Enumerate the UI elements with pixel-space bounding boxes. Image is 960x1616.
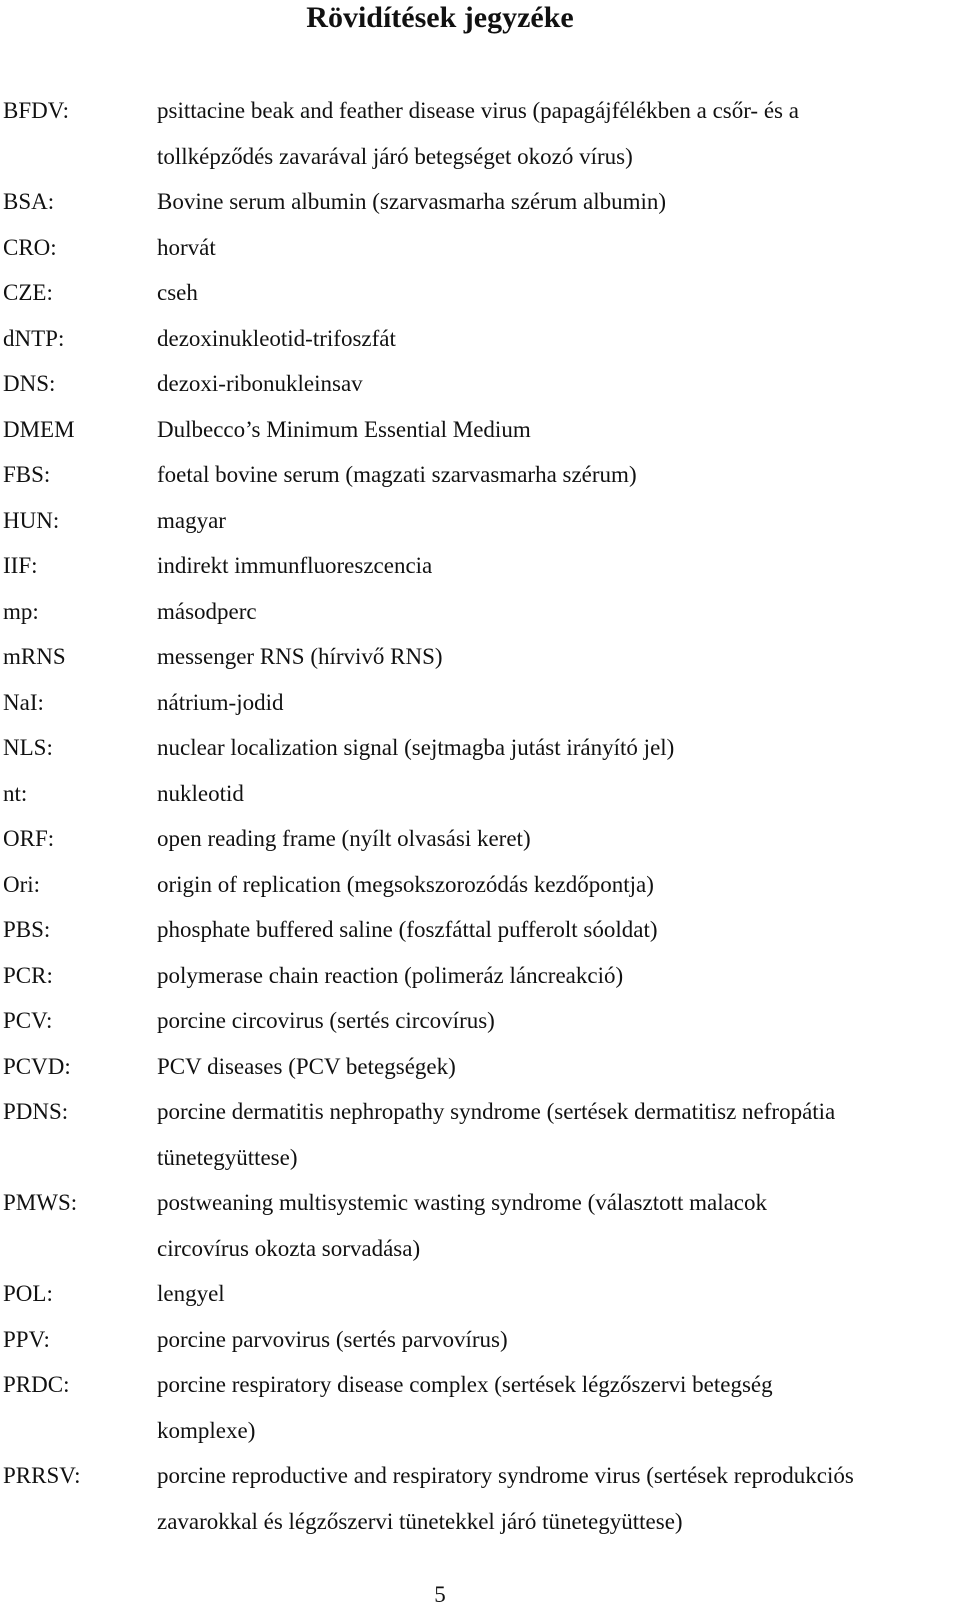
abbreviation-entry [0,634,960,680]
abbreviation-term: nt: [3,780,28,806]
abbreviation-entry [0,680,960,726]
abbreviation-definition [157,498,957,544]
abbreviation-definition [157,998,957,1044]
abbreviation-definition [157,452,957,498]
abbreviation-definition [157,225,957,271]
abbreviation-entry [0,998,960,1044]
abbreviation-definition [157,589,957,635]
definition-line: messenger RNS (hírvivő RNS) [157,644,443,669]
abbreviation-definition [157,1317,957,1363]
definition-line: porcine dermatitis nephropathy syndrome (sertések dermatitisz nefropátia [157,1099,836,1124]
abbreviation-definition [157,816,957,862]
definition-line: circovírus okozta sorvadása) [157,1235,421,1261]
abbreviation-entry [0,1453,960,1544]
abbreviation-entry [0,589,960,635]
definition-line: tünetegyüttese) [157,1144,298,1170]
definition-line: lengyel [157,1281,225,1306]
abbreviation-term: ORF: [3,826,55,851]
definition-line: horvát [157,234,216,260]
abbreviation-term: PCR: [3,962,53,988]
abbreviation-term: Ori: [3,871,41,897]
abbreviation-definition [157,1271,957,1317]
abbreviation-entry [0,1317,960,1363]
abbreviation-definition [157,907,957,953]
abbreviation-entry [0,907,960,953]
abbreviation-definition [157,361,957,407]
page-number: 5 [434,1582,446,1607]
abbreviation-term: PCV: [3,1008,53,1033]
abbreviation-entry [0,1180,960,1271]
abbreviation-entry [0,316,960,362]
abbreviation-definition [157,270,957,316]
abbreviation-term: IIF: [3,553,38,578]
definition-line: porcine circovirus (sertés circovírus) [157,1008,495,1033]
abbreviation-term: PDNS: [3,1099,69,1124]
abbreviation-entry [0,953,960,999]
abbreviation-term: BSA: [3,189,55,214]
abbreviation-term: FBS: [3,462,51,487]
abbreviation-entry [0,452,960,498]
abbreviation-definition [157,316,957,362]
abbreviation-term: PRDC: [3,1372,70,1397]
abbreviation-term: CRO: [3,234,57,260]
abbreviation-entry [0,725,960,771]
definition-line: dezoxinukleotid-trifoszfát [157,325,396,351]
abbreviation-definition [157,1362,957,1453]
definition-line: porcine parvovirus (sertés parvovírus) [157,1326,508,1352]
abbreviation-term: CZE: [3,280,53,305]
abbreviation-entry [0,771,960,817]
abbreviation-entry [0,88,960,179]
abbreviation-definition [157,1180,957,1271]
abbreviation-term: PRRSV: [3,1463,81,1488]
definition-line: foetal bovine serum (magzati szarvasmarha szérum) [157,462,637,487]
definition-line: porcine reproductive and respiratory syndrome virus (sertések reprodukciós [157,1463,854,1488]
abbreviation-term: dNTP: [3,325,65,351]
abbreviation-definition [157,543,957,589]
abbreviation-definition [157,862,957,908]
abbreviation-definition [157,179,957,225]
definition-line: Dulbecco’s Minimum Essential Medium [157,416,531,442]
abbreviation-list [0,88,960,1544]
abbreviation-definition [157,1044,957,1090]
abbreviation-term: NaI: [3,689,44,715]
abbreviation-term: PBS: [3,917,51,942]
definition-line: nukleotid [157,780,244,806]
abbreviation-term: DNS: [3,371,56,396]
abbreviation-entry [0,270,960,316]
definition-line: postweaning multisystemic wasting syndrome (választott malacok [157,1190,768,1215]
definition-line: másodperc [157,598,257,624]
abbreviation-term: PCVD: [3,1053,71,1079]
definition-line: komplexe) [157,1417,256,1443]
abbreviation-entry [0,179,960,225]
definition-line: porcine respiratory disease complex (sertések légzőszervi betegség [157,1372,773,1397]
definition-line: PCV diseases (PCV betegségek) [157,1053,456,1079]
abbreviation-term: PPV: [3,1326,50,1352]
abbreviation-term: DMEM [3,416,75,442]
abbreviation-term: mp: [3,598,39,624]
abbreviation-term: BFDV: [3,98,70,123]
definition-line: magyar [157,507,226,533]
page-title: Rövidítések jegyzéke [306,1,574,34]
abbreviation-entry [0,407,960,453]
abbreviation-entry [0,1271,960,1317]
abbreviation-definition [157,88,957,179]
definition-line: cseh [157,280,198,305]
abbreviation-term: NLS: [3,735,53,760]
abbreviation-definition [157,1089,957,1180]
definition-line: dezoxi-ribonukleinsav [157,371,363,396]
abbreviation-entry [0,543,960,589]
abbreviation-entry [0,1044,960,1090]
definition-line: origin of replication (megsokszorozódás kezdőpontja) [157,871,654,897]
abbreviation-term: POL: [3,1281,53,1306]
definition-line: nuclear localization signal (sejtmagba jutást irányító jel) [157,735,675,760]
definition-line: Bovine serum albumin (szarvasmarha szérum albumin) [157,189,667,214]
abbreviation-term: HUN: [3,507,60,533]
abbreviation-definition [157,634,957,680]
abbreviation-definition [157,771,957,817]
abbreviation-definition [157,953,957,999]
abbreviation-definition [157,725,957,771]
abbreviation-entry [0,361,960,407]
abbreviation-definition [157,1453,957,1544]
definition-line: open reading frame (nyílt olvasási keret) [157,826,531,851]
definition-line: psittacine beak and feather disease virus (papagájfélékben a csőr- és a [157,98,799,123]
abbreviation-entry [0,225,960,271]
definition-line: nátrium-jodid [157,689,284,715]
abbreviation-entry [0,498,960,544]
abbreviation-definition [157,680,957,726]
abbreviation-entry [0,816,960,862]
abbreviation-entry [0,1089,960,1180]
definition-line: zavarokkal és légzőszervi tünetekkel járó tünetegyüttese) [157,1508,683,1534]
definition-line: indirekt immunfluoreszcencia [157,553,433,578]
abbreviation-entry [0,862,960,908]
abbreviation-entry [0,1362,960,1453]
abbreviation-term: mRNS [3,644,66,669]
abbreviation-definition [157,407,957,453]
definition-line: polymerase chain reaction (polimeráz láncreakció) [157,962,624,988]
definition-line: phosphate buffered saline (foszfáttal pufferolt sóoldat) [157,917,658,942]
abbreviation-term: PMWS: [3,1190,78,1215]
definition-line: tollképződés zavarával járó betegséget okozó vírus) [157,143,633,169]
